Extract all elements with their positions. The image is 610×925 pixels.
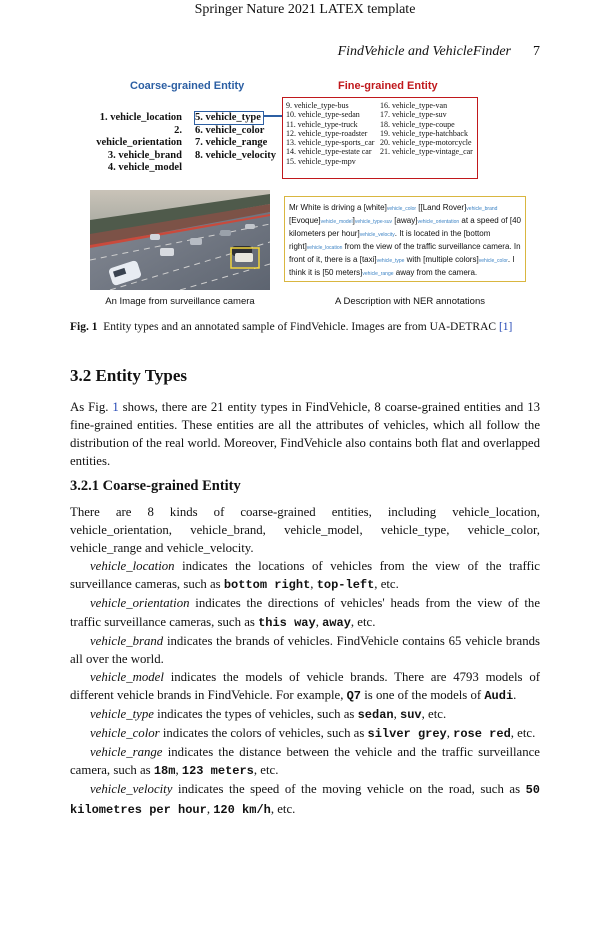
fine-entity-item: 15. vehicle_type-mpv: [286, 156, 356, 166]
paragraph-text: indicates the models of vehicle brands. There are 4793 models of different vehicle brands in FindVehicle. For example,: [70, 669, 540, 702]
entity-label: vehicle_type-suv: [354, 219, 393, 225]
keyword: top-left: [316, 578, 375, 593]
running-head: Springer Nature 2021 LATEX template: [194, 2, 416, 17]
entity-label: vehicle_location: [306, 245, 343, 251]
entity-span: away: [396, 216, 416, 225]
fine-entity-item: 21. vehicle_type-vintage_car: [380, 147, 473, 157]
photo-caption: An Image from surveillance camera: [105, 296, 255, 307]
fine-entity-item: 13. vehicle_type-sports_car: [286, 138, 375, 148]
highway-scene-drawing: [90, 190, 270, 290]
fine-entity-item: 19. vehicle_type-hatchback: [380, 128, 468, 138]
ner-description-text: Mr White is driving a [white]vehicle_color [[Land Rover]vehicle_brand [Evoque]vehicle_model]vehicle_type-suv [away]vehicle_orientation at a speed of [40 kilometers per hour]vehicle_velocity. It is located in the [bottom right]vehicle_location from the view of the traffic surveillance camera. In front of it, there is a [taxi]vehicle_type with [multiple colors]vehicle_color. I think it is [50 meters]vehicle_range away from the camera.: [289, 203, 521, 277]
desc-text-segment: at a speed of: [459, 216, 510, 225]
desc-text-segment: away from the camera.: [393, 268, 478, 277]
fine-grained-title: Fine-grained Entity: [338, 80, 438, 92]
page-header: [70, 44, 540, 60]
velocity-paragraph: vehicle_velocity indicates the speed of the moving vehicle on the road, such as 50 kilometres per hour, 120 km/h, etc.: [70, 782, 540, 817]
keyword: 120 km/h: [213, 802, 271, 817]
figure-label: Fig. 1: [70, 321, 98, 333]
keyword: sedan: [357, 708, 394, 723]
paragraph-text: .: [513, 687, 517, 702]
desc-text-segment: Mr White is driving a: [289, 203, 364, 212]
term: vehicle_orientation: [90, 596, 190, 611]
model-paragraph: [70, 668, 540, 705]
paragraph-text: indicates the colors of vehicles, such as: [159, 726, 368, 741]
keyword: 18m: [153, 764, 176, 779]
fine-entity-list-right: [380, 101, 473, 157]
coarse-entity-list-right: [195, 112, 275, 162]
fine-entity-item: 18. vehicle_type-coupe: [380, 119, 455, 129]
entity-label: vehicle_orientation: [417, 219, 460, 225]
fine-entity-item: 10. vehicle_type-sedan: [286, 110, 360, 120]
term: vehicle_brand: [90, 633, 164, 648]
entity-label: vehicle_velocity: [359, 232, 395, 238]
fine-entity-item: 12. vehicle_type-roadster: [286, 128, 368, 138]
entity-label: vehicle_color: [386, 206, 417, 212]
keyword: suv: [400, 708, 422, 723]
paragraph-text: , etc.: [421, 707, 447, 722]
paragraph-text: indicates the speed of the moving vehicle on the road, such as: [172, 782, 526, 797]
color-paragraph: vehicle_color indicates the colors of vehicles, such as silver grey, rose red, etc.: [90, 726, 536, 742]
coarse-entity-list-left: [92, 112, 182, 175]
keyword: 123 meters: [181, 764, 254, 779]
brand-paragraph: [70, 632, 540, 668]
entity-label: vehicle_model: [320, 219, 353, 225]
range-paragraph: vehicle_range indicates the distance between the vehicle and the traffic surveillance camera, such as 18m, 123 meters, etc.: [70, 745, 540, 779]
subsection-body: [70, 503, 540, 819]
entity-label: vehicle_brand: [466, 206, 498, 212]
entity-span: Evoque: [291, 216, 319, 225]
coarse-entity-item: 6. vehicle_color: [195, 124, 265, 136]
keyword: bottom right: [223, 578, 311, 593]
entity-label: vehicle_type: [376, 258, 405, 264]
orientation-paragraph: vehicle_orientation indicates the directions of vehicles' heads from the view of the traffic surveillance cameras, such as this way, away, etc.: [70, 596, 540, 630]
coarse-entity-item: 3. vehicle_brand: [107, 149, 182, 161]
figure-ref-link[interactable]: 1: [112, 400, 119, 414]
term: vehicle_velocity: [90, 782, 173, 797]
description-caption: A Description with NER annotations: [335, 296, 485, 307]
keyword: 50 kilometres per hour: [70, 783, 540, 817]
paragraph-text: As Fig.: [70, 400, 113, 414]
entity-label: vehicle_range: [362, 271, 394, 277]
keyword: Q7: [346, 688, 362, 703]
fine-entity-item: 20. vehicle_type-motorcycle: [380, 138, 472, 148]
term: vehicle_range: [90, 745, 163, 760]
keyword: Audi: [484, 688, 514, 703]
paragraph-text: indicates the locations of vehicles from the view of the traffic surveillance cameras, such as: [70, 559, 540, 592]
desc-text-segment: with: [404, 255, 424, 264]
keyword: rose red: [453, 727, 511, 742]
paragraph-text: indicates the brands of vehicles. FindVehicle contains 65 vehicle brands all over the world.: [70, 633, 540, 666]
entity-span: multiple colors: [425, 255, 477, 264]
paragraph-text: , etc.: [270, 801, 296, 816]
coarse-entity-item: 8. vehicle_velocity: [195, 149, 277, 161]
header-title: FindVehicle and VehicleFinder: [337, 44, 511, 59]
coarse-entity-item: 5. vehicle_type: [195, 112, 261, 123]
paragraph-text: indicates the types of vehicles, such as: [153, 707, 358, 722]
coarse-entity-item: 1. vehicle_location: [99, 112, 182, 123]
paragraph-text: , etc.: [253, 763, 279, 778]
coarse-entity-item: 2. vehicle_orientation: [96, 124, 182, 148]
entity-span: Land Rover: [422, 203, 465, 212]
term: vehicle_color: [90, 726, 160, 741]
entity-span: white: [365, 203, 385, 212]
fine-entity-item: 11. vehicle_type-truck: [286, 119, 358, 129]
desc-text-segment: . I think it is: [289, 255, 515, 277]
keyword: this way: [258, 615, 316, 630]
term: vehicle_model: [90, 669, 164, 684]
term: vehicle_location: [90, 559, 175, 574]
paragraph-text: shows, there are 21 entity types in FindVehicle, 8 coarse-grained entities and 13 fine-grained entities. These entities are all the attributes of vehicles, which all follow the distribution of the real world. Moreover, FindVehicle also contains both flat and overlapped entities.: [70, 400, 541, 468]
entity-span: taxi: [361, 255, 375, 264]
connector-line: [263, 115, 283, 117]
fine-entity-item: 17. vehicle_type-suv: [380, 110, 447, 120]
paragraph-text: , etc.: [350, 614, 376, 629]
entity-label: vehicle_color: [478, 258, 508, 264]
paragraph-text: indicates the distance between the vehicle and the traffic surveillance camera, such as: [70, 745, 540, 778]
fine-entity-item: 14. vehicle_type-estate car: [286, 147, 372, 157]
coarse-entity-item: 4. vehicle_model: [107, 162, 182, 173]
desc-text-segment: . It is located in the: [394, 229, 464, 238]
section-heading: 3.2 Entity Types: [70, 366, 187, 385]
paragraph-text: , etc.: [510, 726, 536, 741]
figure-caption: [70, 320, 540, 335]
entity-span: 50 meters: [324, 268, 361, 277]
section-paragraph: [70, 398, 540, 470]
fine-entity-item: 9. vehicle_type-bus: [286, 101, 349, 110]
entity-span: 40 kilometers per hour: [289, 216, 521, 238]
paragraph-text: , etc.: [374, 577, 399, 592]
page-number: 7: [533, 44, 540, 59]
citation-link[interactable]: [1]: [498, 321, 513, 333]
coarse-entity-item: 7. vehicle_range: [195, 137, 268, 148]
fine-entity-list-left: [286, 101, 374, 166]
desc-text-segment: from the view of the traffic surveillance camera. In front of it, there is a: [289, 242, 521, 264]
paragraph-text: is one of the models of: [361, 687, 485, 702]
type-paragraph: vehicle_type indicates the types of vehicles, such as sedan, suv, etc.: [90, 707, 447, 723]
coarse-grained-title: Coarse-grained Entity: [130, 80, 245, 92]
surveillance-camera-image: [90, 190, 270, 290]
subsection-heading: 3.2.1 Coarse-grained Entity: [70, 478, 241, 494]
location-paragraph: vehicle_location indicates the locations of vehicles from the view of the traffic surveillance cameras, such as bottom right, top-left, etc.: [70, 559, 540, 593]
entity-span: bottom right: [289, 229, 491, 251]
term: vehicle_type: [90, 707, 154, 722]
keyword: away: [322, 615, 351, 630]
intro-paragraph: There are 8 kinds of coarse-grained entities, including vehicle_location, vehicle_orientation, vehicle_brand, vehicle_model, vehicle_type, vehicle_color, vehicle_range and vehicle_velocity.: [70, 505, 540, 556]
keyword: silver grey: [367, 727, 447, 742]
paragraph-text: indicates the directions of vehicles' heads from the view of the traffic surveillance cameras, such as: [70, 596, 540, 629]
figure-caption-text: Entity types and an annotated sample of FindVehicle. Images are from UA-DETRAC: [103, 321, 497, 333]
fine-entity-item: 16. vehicle_type-van: [380, 101, 448, 110]
